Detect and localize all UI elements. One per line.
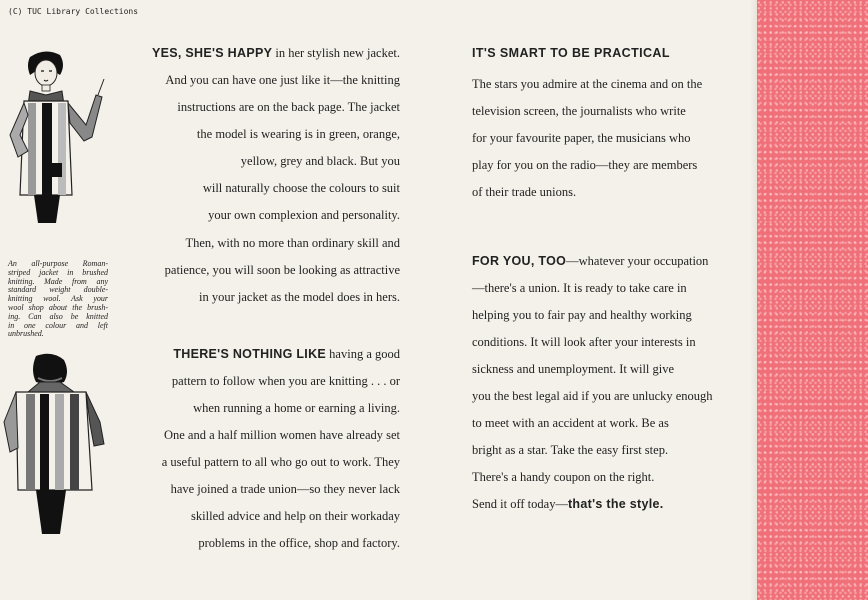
text-line: And you can have one just like it—the knitting [165, 73, 400, 87]
text-line [472, 248, 752, 275]
text-line: pattern to follow when you are knitting . . . or [171, 374, 400, 388]
text-line: helping you to fair pay and healthy working [472, 308, 692, 322]
text-line: conditions. It will look after your interests in [472, 335, 696, 349]
text-line: when running a home or earning a living. [193, 401, 400, 415]
text-line: your own complexion and personality. [208, 208, 400, 222]
closing-text: Send it off today— [472, 497, 568, 511]
page-edge [750, 0, 757, 600]
text-line: have joined a trade union—so they never lack [170, 482, 400, 496]
fashion-illustration-front [0, 45, 112, 245]
lead-rest: in her stylish new jacket. [272, 46, 400, 60]
section-heading: IT'S SMART TO BE PRACTICAL [472, 46, 670, 60]
caption-line: ing. Can also be knitted [8, 311, 108, 321]
text-line: One and a half million women have already set [163, 428, 400, 442]
caption-line: knitting wool. Ask your [8, 294, 108, 304]
caption-line: An all-purpose Roman- [8, 259, 108, 268]
watermark: (C) TUC Library Collections [8, 7, 139, 16]
right-paragraph-1 [472, 71, 742, 206]
lead-rest: —whatever your occupation [566, 254, 709, 268]
caption-line: knitting. Made from any [8, 276, 108, 286]
text-line: Then, with no more than ordinary skill and [185, 236, 400, 250]
text-line: yellow, grey and black. But you [240, 154, 400, 168]
caption-line: striped jacket in brushed [8, 267, 108, 277]
text-line: of their trade unions. [472, 185, 577, 199]
text-line: television screen, the journalists who write [472, 104, 686, 118]
text-line: will naturally choose the colours to suit [202, 181, 400, 195]
jacket-caption [8, 260, 108, 339]
caption-line: standard weight double- [8, 285, 108, 295]
left-paragraph-1 [120, 40, 400, 229]
pink-textured-strip [757, 0, 868, 600]
text-line: in your jacket as the model does in hers. [199, 290, 400, 304]
lead-in: THERE'S NOTHING LIKE [173, 347, 327, 361]
text-line [120, 40, 400, 67]
text-line [120, 341, 400, 368]
right-paragraph-2 [472, 248, 752, 518]
text-line: to meet with an accident at work. Be as [472, 416, 669, 430]
text-line: skilled advice and help on their workaday [191, 509, 400, 523]
text-line: problems in the office, shop and factory. [198, 536, 400, 550]
left-paragraph-3 [120, 341, 400, 557]
text-line: for your favourite paper, the musicians who [472, 131, 691, 145]
lead-in: YES, SHE'S HAPPY [151, 46, 273, 60]
text-line: the model is wearing is in green, orange, [196, 127, 400, 141]
caption-line: unbrushed. [8, 329, 44, 339]
text-line: bright as a star. Take the easy first step. [472, 443, 669, 457]
text-line: sickness and unemployment. It will give [472, 362, 675, 376]
text-line: patience, you will soon be looking as attractive [164, 263, 400, 277]
closing-bold: that's the style. [567, 497, 664, 511]
text-line: There's a handy coupon on the right. [472, 470, 655, 484]
left-paragraph-2 [120, 230, 400, 311]
text-line: The stars you admire at the cinema and on the [472, 77, 703, 91]
text-line [472, 491, 752, 518]
text-line: you the best legal aid if you are unlucky enough [472, 389, 713, 403]
text-line: a useful pattern to all who go out to work. They [161, 455, 400, 469]
lead-rest: having a good [326, 347, 400, 361]
caption-line: wool shop about the brush- [8, 302, 108, 312]
lead-in: FOR YOU, TOO [472, 254, 567, 268]
caption-line: in one colour and left [8, 320, 108, 330]
text-line: play for you on the radio—they are members [472, 158, 698, 172]
text-line: instructions are on the back page. The jacket [177, 100, 400, 114]
fashion-illustration-back [0, 352, 112, 552]
text-line: —there's a union. It is ready to take care in [472, 281, 687, 295]
